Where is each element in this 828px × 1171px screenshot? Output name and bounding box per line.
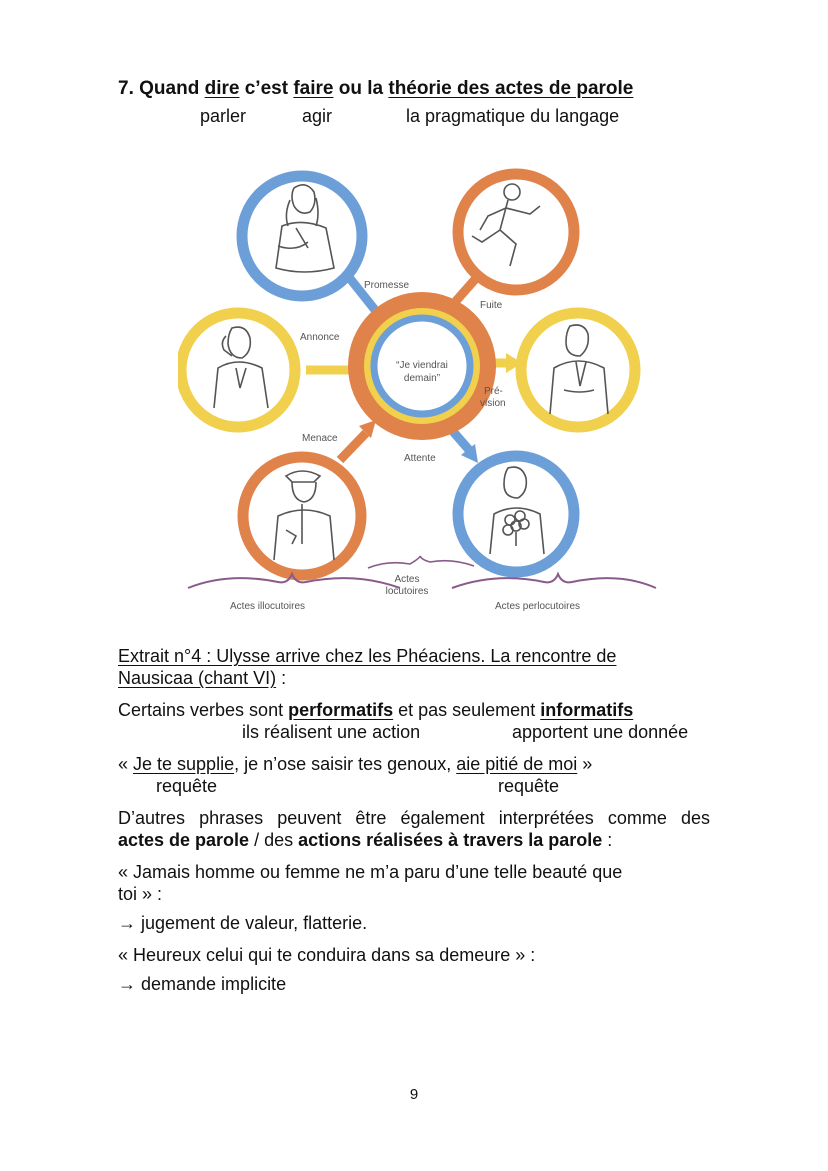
center-statement — [348, 292, 496, 440]
speech-acts-diagram — [178, 158, 664, 624]
extract-title-chant: Nausicaa (chant VI) — [118, 668, 277, 688]
extract-title-colon: : — [276, 668, 287, 688]
label-actes-illocutoires: Actes illocutoires — [230, 601, 306, 612]
label-prevision-2: vision — [480, 398, 506, 409]
gloss-informatifs: apportent une donnée — [512, 722, 689, 742]
extract-title-line2 — [118, 668, 286, 689]
gloss-requete-2: requête — [498, 776, 560, 796]
heading-word: ou la — [338, 78, 384, 99]
heading-word: c’est — [244, 78, 289, 99]
label-actes-locutoires-1: Actes — [394, 574, 420, 585]
quote-aie-pitie: aie pitié de moi — [456, 754, 578, 774]
other-phrases-line1: D’autres phrases peuvent être également interprétées comme des — [118, 808, 710, 828]
analysis-flatterie: → jugement de valeur, flatterie. — [118, 913, 368, 933]
text: et pas seulement — [393, 700, 541, 720]
section-heading — [118, 78, 633, 100]
gloss-agir: agir — [302, 106, 333, 126]
heading-dire: dire — [204, 78, 240, 99]
analysis-demande-implicite: → demande implicite — [118, 974, 287, 994]
runner-figure-circle — [458, 174, 574, 290]
label-prevision-1: Pré- — [484, 386, 503, 397]
center-text-line2: demain” — [403, 373, 441, 384]
phone-man-circle — [181, 313, 295, 427]
label-attente: Attente — [404, 453, 436, 464]
page-number: 9 — [409, 1086, 419, 1103]
text: » — [577, 754, 593, 774]
gloss-parler: parler — [200, 106, 247, 126]
label-actes-perlocutoires: Actes perlocutoires — [495, 601, 581, 612]
gloss-performatifs: ils réalisent une action — [242, 722, 421, 742]
quote-je-te-supplie: Je te supplie — [133, 754, 235, 774]
arrow-menace — [340, 420, 376, 460]
label-actes-locutoires-2: locutoires — [385, 586, 429, 597]
quote-beaute-line1: « Jamais homme ou femme ne m’a paru d’une telle beauté que — [118, 862, 623, 882]
term-actions-realisees: actions réalisées à travers la parole — [298, 830, 603, 850]
flowers-man-circle — [458, 456, 574, 572]
term-informatifs: informatifs — [540, 700, 634, 720]
center-text-line1: “Je viendrai — [396, 360, 448, 371]
brace-illocutoires — [188, 574, 400, 588]
verbs-sentence — [118, 700, 633, 721]
label-promesse: Promesse — [364, 280, 410, 291]
term-performatifs: performatifs — [288, 700, 394, 720]
quote-beaute-line2: toi » : — [118, 884, 163, 904]
text: , je n’ose saisir tes genoux, — [234, 754, 457, 774]
policeman-circle — [243, 457, 361, 575]
waiting-man-circle — [521, 313, 635, 427]
woman-figure-circle — [242, 176, 362, 296]
text: « — [118, 754, 134, 774]
heading-number: 7. — [118, 78, 134, 99]
quote-heureux: « Heureux celui qui te conduira dans sa demeure » : — [118, 945, 536, 965]
gloss-pragmatique: la pragmatique du langage — [406, 106, 620, 126]
brace-locutoires — [368, 556, 474, 568]
extract-title-line1: Extrait n°4 : Ulysse arrive chez les Phéaciens. La rencontre de — [118, 646, 617, 666]
term-actes-de-parole: actes de parole — [118, 830, 250, 850]
heading-theorie: théorie des actes de parole — [388, 78, 634, 99]
label-menace: Menace — [302, 433, 338, 444]
text: Certains verbes sont — [118, 700, 289, 720]
label-annonce: Annonce — [300, 332, 340, 343]
heading-word: Quand — [139, 78, 200, 99]
text: / des — [249, 830, 299, 850]
quote-supplication — [118, 754, 592, 775]
heading-faire: faire — [293, 78, 334, 99]
label-fuite: Fuite — [480, 300, 503, 311]
other-phrases-line2 — [118, 830, 612, 851]
text: : — [602, 830, 613, 850]
brace-perlocutoires — [452, 574, 656, 588]
gloss-requete-1: requête — [156, 776, 218, 796]
